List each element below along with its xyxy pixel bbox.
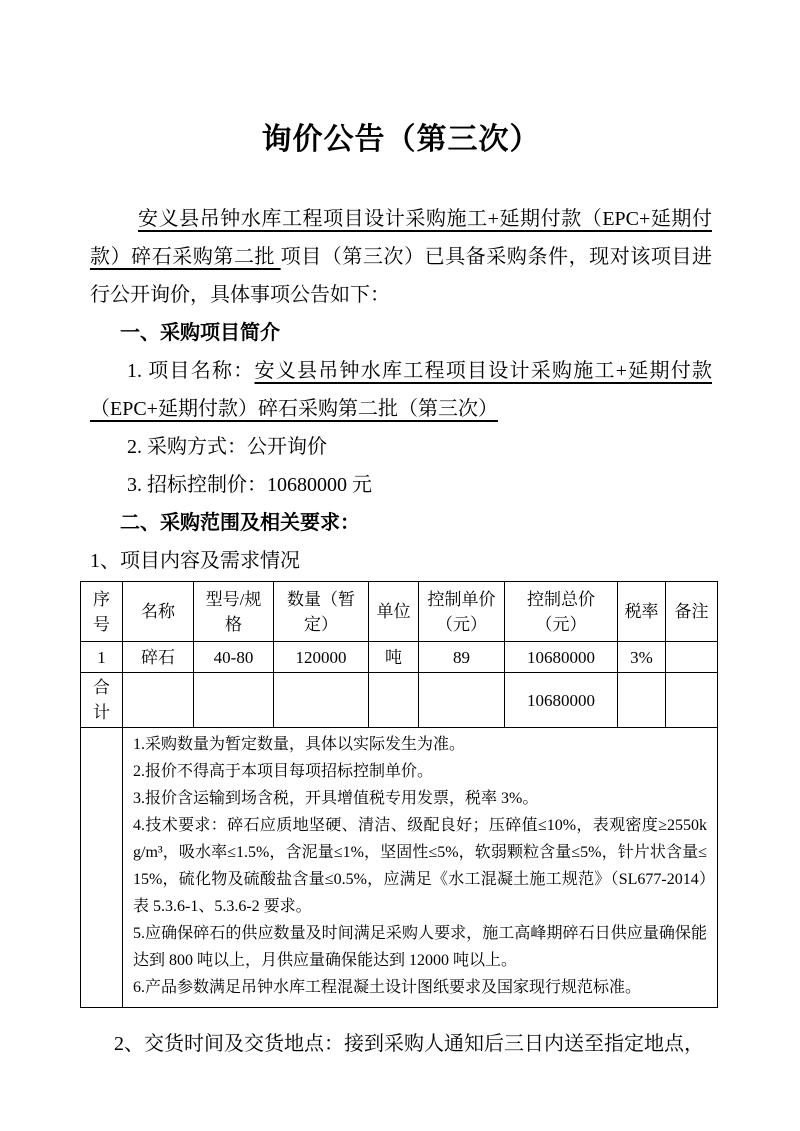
col-header-name: 名称 bbox=[123, 582, 194, 642]
col-header-unit-price: 控制单价（元） bbox=[419, 582, 505, 642]
page-title: 询价公告（第三次） bbox=[261, 123, 541, 156]
notes-left-empty-cell bbox=[81, 728, 123, 1008]
control-price-item: 3. 招标控制价：10680000 元 bbox=[127, 474, 372, 496]
cell-name: 碎石 bbox=[123, 642, 194, 673]
col-header-seq: 序号 bbox=[81, 582, 123, 642]
total-empty-remarks bbox=[666, 673, 718, 728]
total-empty-name bbox=[123, 673, 194, 728]
total-label-cell: 合计 bbox=[81, 673, 123, 728]
col-header-model: 型号/规格 bbox=[194, 582, 274, 642]
section-2-heading: 二、采购范围及相关要求： bbox=[120, 512, 360, 534]
procurement-method-item: 2. 采购方式：公开询价 bbox=[127, 436, 327, 458]
intro-rest-text: 项目（第三次）已具备采购条件，现对该项目进行公开询价，具体事项公告如下： bbox=[90, 246, 713, 306]
table-header-row bbox=[81, 582, 718, 642]
total-empty-quantity bbox=[274, 673, 369, 728]
note-3: 3.报价含运输到场含税，开具增值税专用发票，税率 3%。 bbox=[133, 790, 539, 807]
col-header-total-price: 控制总价（元） bbox=[505, 582, 618, 642]
note-4: 4.技术要求：碎石应质地坚硬、清洁、级配良好；压碎值≤10%，表观密度≥2550kg/m³，吸水率≤1.5%，含泥量≤1%，坚固性≤5%，软弱颗粒含量≤5%，针片状含量≤15%，硫化物及硫酸盐含量≤0.5%，应满足《水工混凝土施工规范》（SL677-2014）表 5.3.6-1、5.3.6-2 要求。 bbox=[133, 817, 707, 915]
cell-quantity: 120000 bbox=[274, 642, 369, 673]
table-notes-row bbox=[81, 728, 718, 1008]
total-empty-tax bbox=[618, 673, 666, 728]
table-row bbox=[81, 642, 718, 673]
col-header-quantity: 数量（暂定） bbox=[274, 582, 369, 642]
total-value-cell: 10680000 bbox=[505, 673, 618, 728]
col-header-tax-rate: 税率 bbox=[618, 582, 666, 642]
total-empty-unit-price bbox=[419, 673, 505, 728]
cell-remarks bbox=[666, 642, 718, 673]
cell-seq: 1 bbox=[81, 642, 123, 673]
note-1: 1.采购数量为暂定数量，具体以实际发生为准。 bbox=[133, 736, 466, 753]
total-empty-model bbox=[194, 673, 274, 728]
project-name-item bbox=[90, 352, 712, 428]
intro-paragraph bbox=[90, 200, 712, 314]
col-header-unit: 单位 bbox=[369, 582, 419, 642]
note-6: 6.产品参数满足吊钟水库工程混凝土设计图纸要求及国家现行规范标准。 bbox=[133, 979, 642, 996]
cell-model: 40-80 bbox=[194, 642, 274, 673]
section-1-heading: 一、采购项目简介 bbox=[120, 322, 280, 344]
cell-tax-rate: 3% bbox=[618, 642, 666, 673]
project-name-label: 1. 项目名称： bbox=[127, 360, 255, 382]
notes-cell bbox=[123, 728, 718, 1008]
project-name-value: 安义县吊钟水库工程项目设计采购施工+延期付款（EPC+延期付款）碎石采购第二批（第三次） bbox=[90, 360, 713, 420]
note-5: 5.应确保碎石的供应数量及时间满足采购人要求，施工高峰期碎石日供应量确保能达到 800 吨以上，月供应量确保能达到 12000 吨以上。 bbox=[133, 925, 707, 969]
intro-project-name: 安义县吊钟水库工程项目设计采购施工+延期付款（EPC+延期付款）碎石采购第二批 bbox=[90, 208, 712, 268]
col-header-remarks: 备注 bbox=[666, 582, 718, 642]
procurement-table bbox=[80, 581, 718, 1008]
delivery-item: 2、交货时间及交货地点：接到采购人通知后三日内送至指定地点， bbox=[114, 1033, 704, 1055]
note-2: 2.报价不得高于本项目每项招标控制单价。 bbox=[133, 763, 434, 780]
cell-unit: 吨 bbox=[369, 642, 419, 673]
total-empty-unit bbox=[369, 673, 419, 728]
table-total-row bbox=[81, 673, 718, 728]
cell-total-price: 10680000 bbox=[505, 642, 618, 673]
cell-unit-price: 89 bbox=[419, 642, 505, 673]
sub-item-project-content: 1、项目内容及需求情况 bbox=[90, 550, 300, 572]
